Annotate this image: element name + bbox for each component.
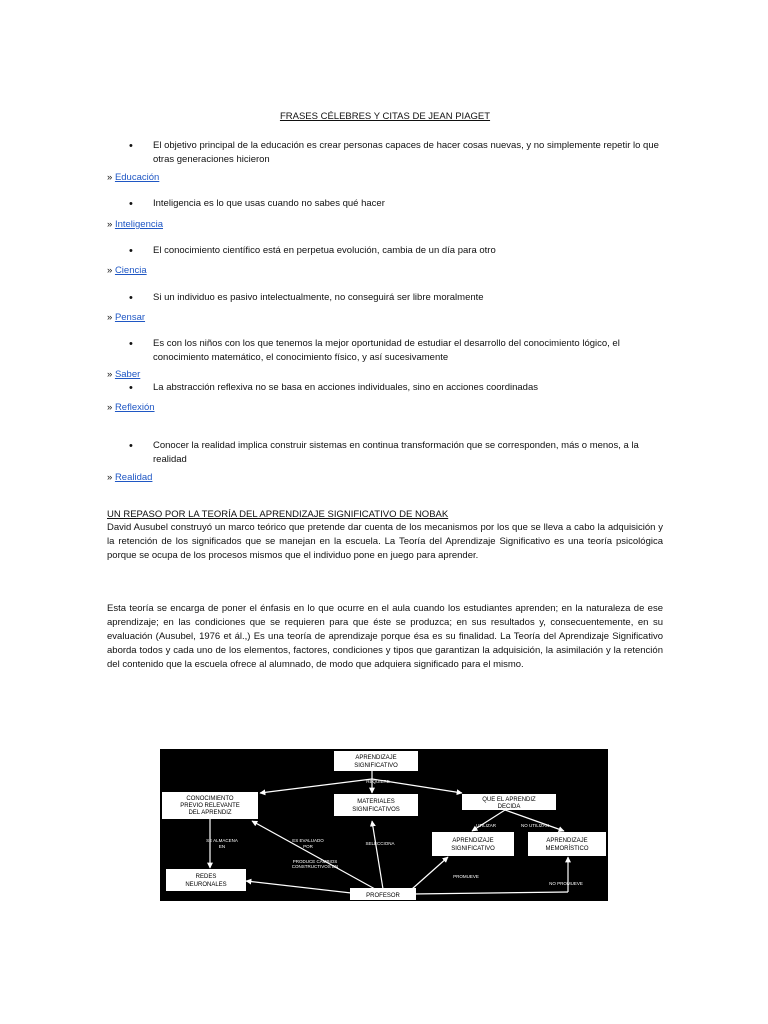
link-label-requiere: REQUIERE [366, 779, 390, 784]
svg-text:SIGNIFICATIVO: SIGNIFICATIVO [451, 846, 495, 852]
svg-text:SIGNIFICATIVOS: SIGNIFICATIVOS [352, 807, 400, 813]
svg-text:MEMORÍSTICO: MEMORÍSTICO [545, 846, 589, 852]
category-link-inteligencia[interactable]: Inteligencia [114, 219, 163, 230]
category-line: » Ciencia [107, 265, 147, 276]
node-conocimiento-previo [162, 792, 258, 819]
category-line: » Reflexión [107, 402, 155, 413]
svg-text:SIGNIFICATIVO: SIGNIFICATIVO [354, 763, 398, 769]
node-profesor [350, 888, 416, 900]
quote-7: • Conocer la realidad implica construir sistemas en continua transformación que se corresponden, más o menos, a la realidad [153, 439, 663, 467]
node-aprendizaje-significativo-top [334, 751, 418, 771]
svg-text:NEURONALES: NEURONALES [185, 882, 227, 888]
quote-3: • El conocimiento científico está en perpetua evolución, cambia de un día para otro [153, 244, 663, 258]
svg-text:QUE EL APRENDIZ: QUE EL APRENDIZ [482, 797, 536, 803]
svg-text:DEL APRENDIZ: DEL APRENDIZ [188, 810, 232, 816]
link-label-produce-2: CONSTRUCTIVOS EN [291, 864, 339, 869]
svg-text:APRENDIZAJE: APRENDIZAJE [355, 755, 397, 761]
concept-map [160, 749, 608, 901]
category-link-reflexion[interactable]: Reflexión [114, 402, 155, 413]
category-link-ciencia[interactable]: Ciencia [114, 265, 147, 276]
category-link-educacion[interactable]: Educación [114, 172, 160, 183]
concept-map-image [160, 749, 608, 901]
category-line: » Saber [107, 369, 141, 380]
paragraph-2: Esta teoría se encarga de poner el énfasis en lo que ocurre en el aula cuando los estudiantes aprenden; en la naturaleza de ese aprendizaje; en las condiciones que se requieren para que éste se produzca; en sus resultados y, consecuentemente, en su evaluación (Ausubel, 1976 et ál.,) Es una teoría de aprendizaje porque ésa es su finalidad. La Teoría del Aprendizaje Significativo aborda todos y cada uno de los elementos, factores, condiciones y tipos que garantizan la adquisición, la asimilación y la retención del contenido que la escuela ofrece al alumnado, de modo que adquiera significado para el mismo. [107, 603, 663, 670]
category-line: » Educación [107, 172, 160, 183]
category-line: » Pensar [107, 312, 146, 323]
section-title: UN REPASO POR LA TEORÍA DEL APRENDIZAJE SIGNIFICATIVO DE NOBAK [107, 509, 449, 520]
quote-5: • Es con los niños con los que tenemos la mejor oportunidad de estudiar el desarrollo del conocimiento lógico, el conocimiento matemático, el conocimiento físico, y así sucesivamente [153, 337, 663, 365]
node-materiales [334, 794, 418, 816]
link-label-se-almacena: SE ALMACENA [206, 838, 238, 843]
svg-text:MATERIALES: MATERIALES [357, 799, 395, 805]
link-label-es-evaluado: ES EVALUADO [292, 838, 324, 843]
svg-text:APRENDIZAJE: APRENDIZAJE [546, 838, 588, 844]
connector-lines [210, 771, 568, 894]
link-label-no-utilizan: NO UTILIZAN [520, 823, 550, 828]
category-link-realidad[interactable]: Realidad [114, 472, 153, 483]
link-label-es-evaluado-por: POR [303, 844, 313, 849]
link-label-promueve: PROMUEVE [453, 874, 479, 879]
link-label-produce: PRODUCE CAMBIOS [292, 859, 338, 864]
category-link-pensar[interactable]: Pensar [114, 312, 146, 323]
category-line: » Inteligencia [107, 219, 163, 230]
node-que-el-aprendiz [462, 794, 556, 810]
category-line: » Realidad [107, 472, 153, 483]
node-aprendizaje-memoristico [528, 832, 606, 856]
link-label-utilizar: UTILIZAR [475, 823, 497, 828]
svg-text:DECIDA: DECIDA [497, 804, 521, 810]
svg-text:CONOCIMIENTO: CONOCIMIENTO [186, 796, 234, 802]
quote-6: • La abstracción reflexiva no se basa en acciones individuales, sino en acciones coordinadas [153, 381, 663, 395]
link-label-se-almacena-en: EN [218, 844, 226, 849]
svg-text:APRENDIZAJE: APRENDIZAJE [452, 838, 494, 844]
svg-text:REDES: REDES [195, 874, 217, 880]
svg-text:PROFESOR: PROFESOR [366, 893, 400, 899]
paragraph-1: David Ausubel construyó un marco teórico que pretende dar cuenta de los mecanismos por los que se lleva a cabo la adquisición y la retención de los significados que se manejan en la escuela. La Teoría del Aprendizaje Significativo es una teoría psicológica porque se ocupa de los procesos mismos que el individuo pone en juego para aprender. [107, 522, 663, 561]
quote-4: • Si un individuo es pasivo intelectualmente, no conseguirá ser libre moralmente [153, 291, 663, 305]
link-label-selecciona: SELECCIONA [365, 841, 395, 846]
category-link-saber[interactable]: Saber [114, 369, 141, 380]
svg-text:PREVIO RELEVANTE: PREVIO RELEVANTE [180, 803, 240, 809]
link-label-no-promueve: NO PROMUEVE [549, 881, 583, 886]
node-redes-neuronales [166, 869, 246, 891]
quote-1: • El objetivo principal de la educación es crear personas capaces de hacer cosas nuevas, y no simplemente repetir lo que otras generaciones hicieron [153, 139, 663, 167]
page-title: FRASES CÉLEBRES Y CITAS DE JEAN PIAGET [279, 111, 491, 122]
node-aprendizaje-significativo [432, 832, 514, 856]
quote-2: • Inteligencia es lo que usas cuando no sabes qué hacer [153, 197, 663, 211]
